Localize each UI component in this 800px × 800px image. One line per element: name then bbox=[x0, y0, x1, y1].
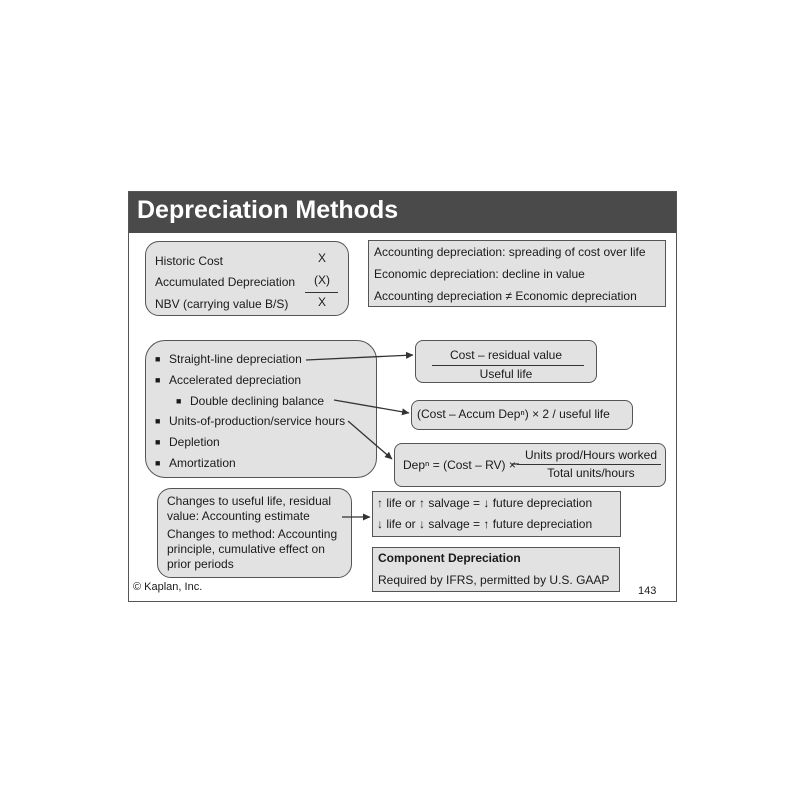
nbv-label-nbv: NBV (carrying value B/S) bbox=[155, 297, 289, 311]
method-change-line: Changes to method: Accounting bbox=[167, 527, 338, 541]
nbv-value-accum-dep: (X) bbox=[314, 273, 330, 287]
units-numerator: Units prod/Hours worked bbox=[524, 448, 658, 462]
method-item: ■ Depletion bbox=[155, 435, 220, 449]
component-heading: Component Depreciation bbox=[378, 551, 521, 565]
units-formula-prefix: Depⁿ = (Cost – RV) × bbox=[403, 458, 516, 472]
bullet-icon: ■ bbox=[155, 354, 161, 364]
method-item: ■ Units-of-production/service hours bbox=[155, 414, 346, 428]
effect-increase-line: ↑ life or ↑ salvage = ↓ future depreciation bbox=[377, 496, 593, 510]
nbv-total-line bbox=[305, 292, 338, 293]
bullet-icon: ■ bbox=[155, 375, 161, 385]
method-item: ■ Straight-line depreciation bbox=[155, 352, 302, 366]
ddb-formula: (Cost – Accum Depⁿ) × 2 / useful life bbox=[417, 407, 610, 421]
nbv-label-accum-dep: Accumulated Depreciation bbox=[155, 275, 296, 289]
bullet-icon: ■ bbox=[155, 437, 161, 447]
method-subitem: ■ Double declining balance bbox=[176, 394, 325, 408]
nbv-value-historic-cost: X bbox=[318, 251, 327, 265]
definition-economic: Economic depreciation: decline in value bbox=[374, 267, 585, 281]
title-bar bbox=[129, 192, 676, 233]
sl-numerator: Cost – residual value bbox=[449, 348, 563, 362]
estimate-change-line: Changes to useful life, residual bbox=[167, 494, 332, 508]
nbv-value-nbv: X bbox=[318, 295, 327, 309]
bullet-icon: ■ bbox=[176, 396, 182, 406]
definition-inequality: Accounting depreciation ≠ Economic depreciation bbox=[374, 289, 637, 303]
units-denominator: Total units/hours bbox=[547, 466, 635, 480]
method-item: ■ Amortization bbox=[155, 456, 236, 470]
sl-denominator: Useful life bbox=[479, 367, 533, 381]
method-item: ■ Accelerated depreciation bbox=[155, 373, 302, 387]
estimate-change-line: value: Accounting estimate bbox=[167, 509, 310, 523]
method-change-line: principle, cumulative effect on bbox=[167, 542, 325, 556]
nbv-label-historic-cost: Historic Cost bbox=[155, 254, 224, 268]
slide-title: Depreciation Methods bbox=[137, 196, 399, 224]
component-text: Required by IFRS, permitted by U.S. GAAP bbox=[378, 573, 610, 587]
copyright: © Kaplan, Inc. bbox=[133, 581, 203, 593]
definition-accounting: Accounting depreciation: spreading of cost over life bbox=[374, 245, 646, 259]
effect-decrease-line: ↓ life or ↓ salvage = ↑ future depreciation bbox=[377, 517, 593, 531]
page-number: 143 bbox=[638, 585, 657, 597]
method-change-line: prior periods bbox=[167, 557, 234, 571]
bullet-icon: ■ bbox=[155, 416, 161, 426]
bullet-icon: ■ bbox=[155, 458, 161, 468]
